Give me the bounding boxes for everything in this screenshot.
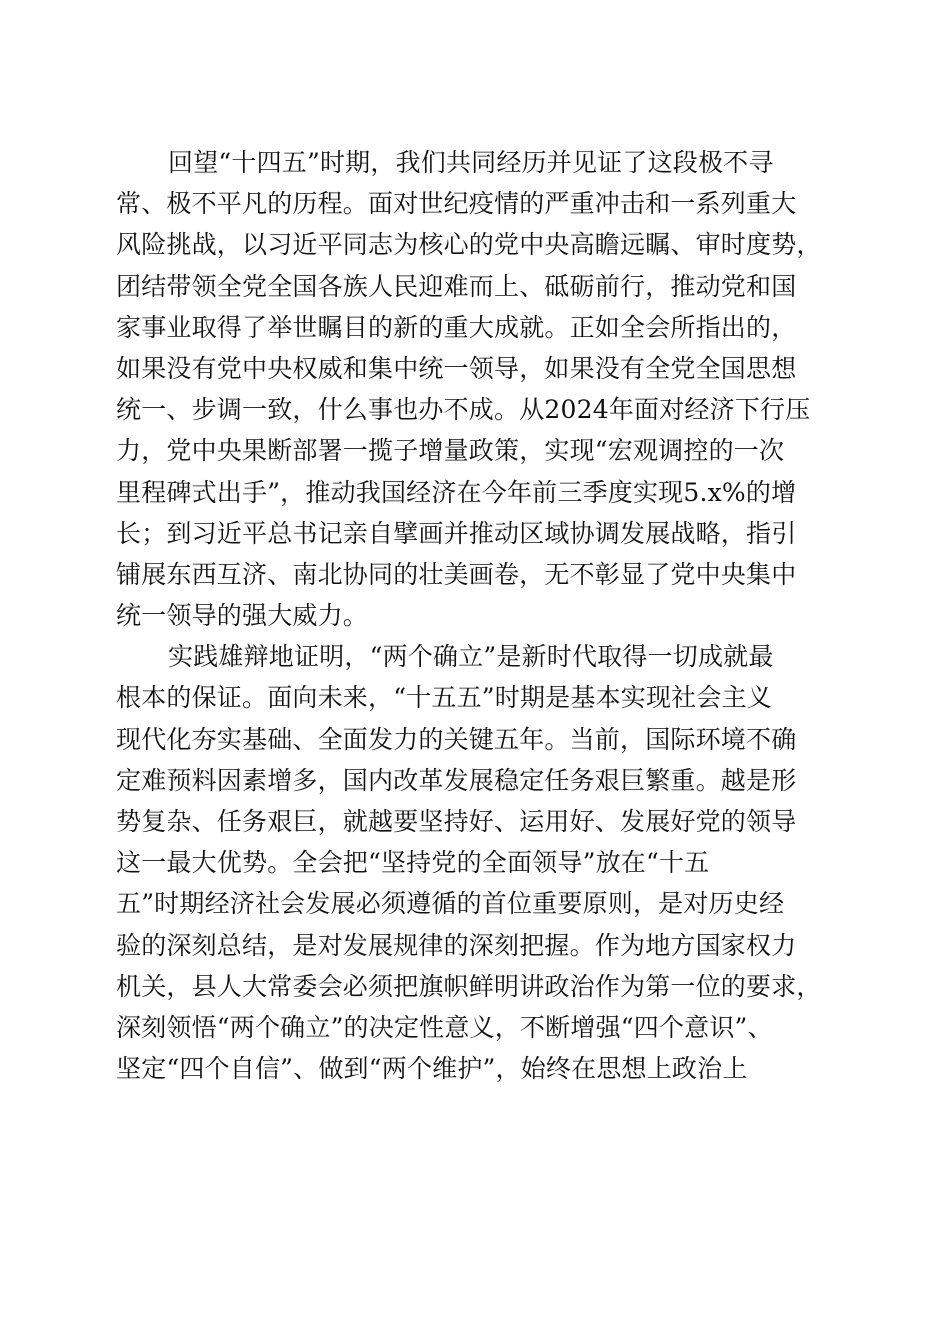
text-line: 坚定“四个自信”、做到“两个维护”，始终在思想上政治上 bbox=[116, 1054, 748, 1084]
text-line: 统一、步调一致，什么事也办不成。从2024年面对经济下行压 bbox=[116, 395, 811, 425]
text-line: 势复杂、任务艰巨，就越要坚持好、运用好、发展好党的领导 bbox=[116, 807, 797, 836]
text-line: 力，党中央果断部署一揽子增量政策，实现“宏观调控的一次 bbox=[116, 436, 785, 466]
text-line: 五”时期经济社会发展必须遵循的首位重要原则，是对历史经 bbox=[116, 889, 785, 919]
paragraph-1 bbox=[116, 142, 836, 636]
text-line: 长；到习近平总书记亲自擘画并推动区域协调发展战略，指引 bbox=[116, 518, 797, 548]
text-line: 家事业取得了举世瞩目的新的重大成就。正如全会所指出的， bbox=[116, 312, 797, 342]
text-line: 团结带领全党全国各族人民迎难而上、砥砺前行，推动党和国 bbox=[116, 271, 797, 301]
text-line: 深刻领悟“两个确立”的决定性意义，不断增强“四个意识”、 bbox=[116, 1012, 773, 1042]
text-line: 实践雄辩地证明，“两个确立”是新时代取得一切成就最 bbox=[168, 642, 774, 672]
text-line: 风险挑战，以习近平同志为核心的党中央高瞻远瞩、审时度势， bbox=[116, 230, 822, 260]
paragraph-2 bbox=[116, 636, 836, 1089]
text-line: 验的深刻总结，是对发展规律的深刻把握。作为地方国家权力 bbox=[116, 930, 797, 960]
text-line: 里程碑式出手”，推动我国经济在今年前三季度实现5.x%的增 bbox=[116, 477, 797, 507]
text-line: 机关，县人大常委会必须把旗帜鲜明讲政治作为第一位的要求， bbox=[116, 971, 822, 1001]
document-body bbox=[116, 142, 836, 1089]
text-line: 这一最大优势。全会把“坚持党的全面领导”放在“十五 bbox=[116, 848, 710, 878]
text-line: 铺展东西互济、南北协同的壮美画卷，无不彰显了党中央集中 bbox=[116, 559, 797, 589]
text-line: 现代化夯实基础、全面发力的关键五年。当前，国际环境不确 bbox=[116, 724, 797, 754]
text-line: 根本的保证。面向未来，“十五五”时期是基本实现社会主义 bbox=[116, 683, 772, 713]
text-line: 定难预料因素增多，国内改革发展稳定任务艰巨繁重。越是形 bbox=[116, 765, 797, 795]
text-line: 常、极不平凡的历程。面对世纪疫情的严重冲击和一系列重大 bbox=[116, 189, 797, 219]
text-line: 回望“十四五”时期，我们共同经历并见证了这段极不寻 bbox=[168, 148, 774, 177]
text-line: 如果没有党中央权威和集中统一领导，如果没有全党全国思想 bbox=[116, 353, 797, 383]
text-line: 统一领导的强大威力。 bbox=[116, 601, 369, 631]
